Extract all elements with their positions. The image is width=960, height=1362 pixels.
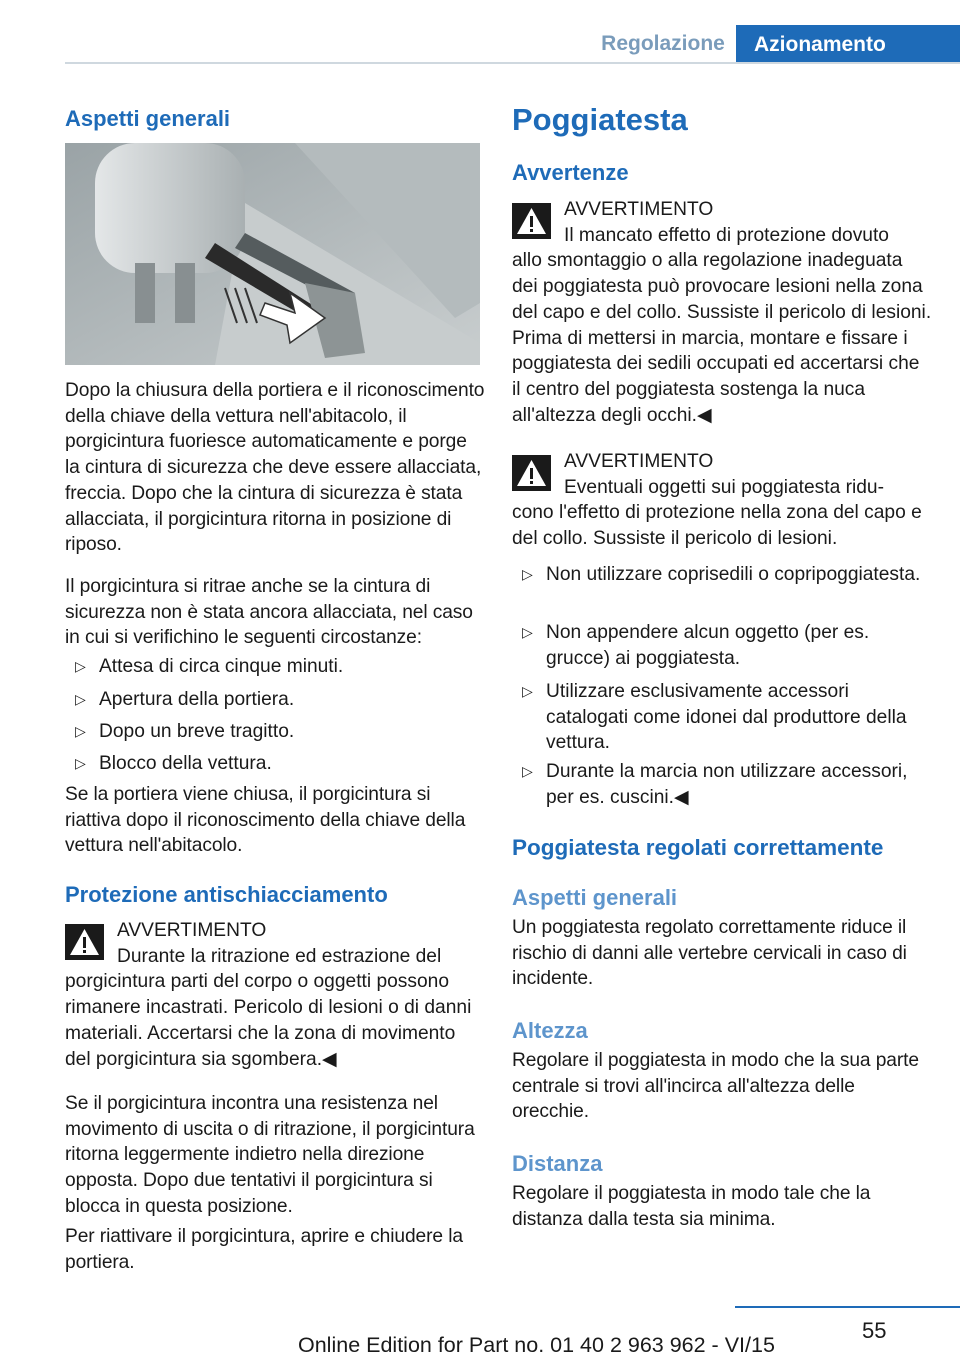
list-item: ▷ Non utilizzare coprisedili o copripoggiatesta.	[522, 564, 921, 585]
heading-aspetti-generali-2: Aspetti generali	[512, 885, 678, 910]
warning-block	[512, 197, 932, 428]
heading-protezione: Protezione antischiacciamento	[65, 882, 388, 907]
warning-title: AVVERTIMENTO	[117, 920, 267, 941]
paragraph-resistenza: Se il porgicintura incontra una resistenza nel movimento di uscita o di ritrazione, il porgicintura ritorna leggermente indietro nella direzione opposta. Dopo due tentativi il porgicintura si blocca in questa posizione.	[65, 1093, 475, 1217]
paragraph-riattiva: Se la portiera viene chiusa, il porgicintura si riattiva dopo il riconoscimento della chiave della vettura nell'abitacolo.	[65, 784, 466, 857]
warning-title: AVVERTIMENTO	[564, 451, 714, 472]
page-number: 55	[862, 1318, 887, 1343]
warning-icon	[512, 455, 551, 491]
paragraph-aspetti: Un poggiatesta regolato correttamente riduce il rischio di danni alle vertebre cervicali in caso di incidente.	[512, 917, 907, 990]
warning-text: cono l'effetto di protezione nella zona del capo e del collo. Sussiste il pericolo di lesioni.	[512, 502, 922, 550]
list-item: ▷ Apertura della portiera.	[75, 689, 295, 710]
header-rule	[65, 62, 960, 64]
warning-text: porgicintura parti del corpo o oggetti possono rimanere incastrati. Pericolo di lesioni o di danni materiali. Accertarsi che la zona di movimento del porgicintura sia sgombera.◀	[65, 971, 472, 1070]
heading-regolati: Poggiatesta regolati correttamente	[512, 835, 884, 860]
paragraph-riattivare: Per riattivare il porgicintura, aprire e chiudere la portiera.	[65, 1226, 463, 1273]
tab-azionamento[interactable]: Azionamento	[736, 25, 960, 64]
warning-text: allo smontaggio o alla regolazione inadeguata dei poggiatesta può provocare lesioni nella zona del capo e del collo. Sussiste il pericolo di lesioni. Prima di mettersi in marcia, montare e fissare i poggiatesta dei sedili occupati ed accertarsi che il centro del poggiatesta sostenga la nuca all'altezza degli occhi.◀	[512, 250, 932, 426]
edition-footer: Online Edition for Part no. 01 40 2 963 962 - VI/15	[298, 1333, 775, 1357]
warning-line: Il mancato effetto di protezione dovuto	[564, 224, 889, 246]
warning-icon	[65, 924, 104, 960]
footer-rule	[735, 1306, 960, 1308]
list-item: ▷ Attesa di circa cinque minuti.	[75, 656, 344, 677]
list-item: ▷ Dopo un breve tragitto.	[75, 721, 295, 742]
paragraph-distanza: Regolare il poggiatesta in modo tale che la distanza dalla testa sia minima.	[512, 1183, 871, 1230]
list-item: ▷ Blocco della vettura.	[75, 753, 272, 774]
heading-distanza: Distanza	[512, 1151, 603, 1176]
seatbelt-presenter-photo	[65, 143, 480, 365]
warning-block	[512, 449, 932, 552]
heading-altezza: Altezza	[512, 1018, 588, 1043]
list-item: ▷ Durante la marcia non utilizzare accessori, per es. cuscini.◀	[522, 761, 908, 808]
tab-regolazione[interactable]: Regolazione	[601, 31, 725, 55]
paragraph-altezza: Regolare il poggiatesta in modo che la sua parte centrale si trovi all'incirca all'altezza delle orecchie.	[512, 1050, 919, 1123]
list-item: ▷ Utilizzare esclusivamente accessori catalogati come idonei dal produttore della vettura.	[522, 681, 907, 754]
warning-line: Durante la ritrazione ed estrazione del	[117, 945, 442, 967]
list-item: ▷ Non appendere alcun oggetto (per es. grucce) ai poggiatesta.	[522, 622, 870, 669]
paragraph-ritrae: Il porgicintura si ritrae anche se la cintura di sicurezza non è stata ancora allacciata, nel caso in cui si verifichino le seguenti circostanze:	[65, 576, 473, 649]
heading-poggiatesta: Poggiatesta	[512, 102, 688, 137]
warning-icon	[512, 203, 551, 239]
warning-block	[65, 918, 485, 1072]
warning-title: AVVERTIMENTO	[564, 199, 714, 220]
paragraph-porgicintura: Dopo la chiusura della portiera e il riconoscimento della chiave della vettura nell'abitacolo, il porgicintura fuoriesce automaticamente e porge la cintura di sicurezza che deve essere allacciata, freccia. Dopo che la cintura di sicurezza è stata allacciata, il porgicintura ritorna in posizione di riposo.	[65, 380, 485, 556]
heading-avvertenze: Avvertenze	[512, 160, 629, 185]
heading-aspetti-generali: Aspetti generali	[65, 106, 231, 131]
warning-line: Eventuali oggetti sui poggiatesta ridu-	[564, 476, 884, 498]
